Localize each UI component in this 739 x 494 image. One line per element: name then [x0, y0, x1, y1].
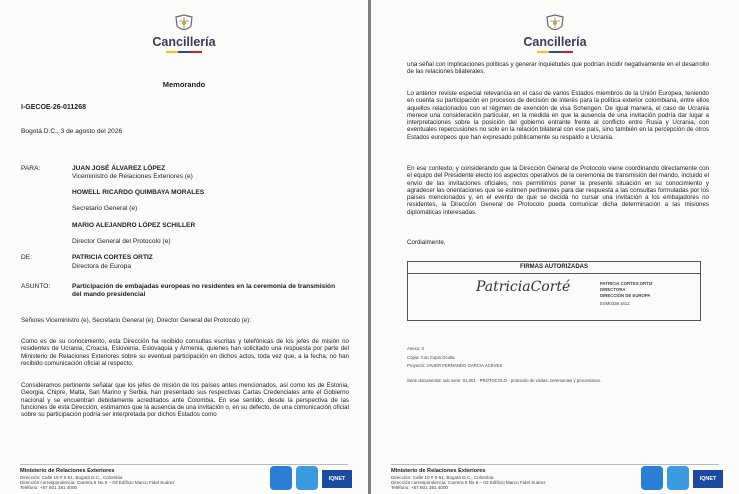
record-series-note: Serie documental: sub serie: 01.001 - PROTOCOLO - protocolo de visitas, ceremonias y procesiones.: [407, 378, 602, 383]
quality-seal-icon: [641, 466, 663, 490]
footer-address: Dirección: Calle 10 # 5-51, Bogotá D.C., Colombia: [20, 475, 123, 480]
footer-address: Dirección: Calle 10 # 5-51, Bogotá D.C., Colombia: [391, 475, 494, 480]
closing: Cordialmente,: [407, 239, 446, 246]
salutation: Señores Viceministro (e), Secretario General (e), Director General del Protocolo (e):: [21, 317, 251, 324]
footer-correspondence: Dirección correspondencia: Carrera 5 No 9 – 03 Edificio Marco Fidel Suárez: [20, 480, 175, 485]
footer-correspondence: Dirección correspondencia: Carrera 5 No 9 – 03 Edificio Marco Fidel Suárez: [391, 480, 546, 485]
footer-phone: Teléfono: +57 601 381 4000: [391, 485, 449, 490]
page-footer: [0, 464, 368, 494]
from-role: Directora de Europa: [72, 263, 132, 270]
signer-title: DIRECTORA: [600, 287, 626, 292]
page-footer: [371, 464, 739, 494]
subject-label: ASUNTO:: [21, 283, 51, 290]
quality-seal-icon: [270, 466, 292, 490]
authorized-signatures-box: [407, 261, 701, 321]
recipient-3-role: Director General del Protocolo (e): [72, 238, 171, 245]
recipient-1-name: JUAN JOSÉ ÁLVAREZ LÓPEZ: [72, 165, 166, 172]
body-paragraph-4: En ese contexto, y considerando que la Dirección General de Protocolo viene coordinando directamente con el equipo del Presidente electo los aspectos operativos de la ceremonia de transmisión del mando, incluido el envío de las invitaciones oficiales, nos permitimos poner la presente situación en su conocimiento y agradecer las orientaciones que se estimen pertinentes para dar respuesta a las consultas formuladas por los países mencionados y, en el evento de que se decida no cursar una invitación a los embajadores no residentes, la Dirección General de Protocolo pueda comunicar dicha determinación a las misiones diplomáticas interesadas.: [407, 165, 709, 216]
doc-type: Memorando: [162, 80, 206, 89]
continued-paragraph: una señal con implicaciones políticas y generar inquietudes que podrían incidir negativamente en el desarrollo de las relaciones bilaterales.: [407, 61, 709, 76]
brand-name: Cancillería: [523, 35, 587, 49]
flag-stripe: [129, 51, 239, 53]
body-paragraph-3: Lo anterior reviste especial relevancia en el caso de varios Estados miembros de la Unión Europea, teniendo en cuenta su participación en procesos de decisión de interés para la política exterior colombiana, entre ellos aquellos relacionados con el régimen de exención de visa Schengen. De igual manera, el caso de Ucrania merece una consideración particular, en la medida en que la ausencia de una invitación podría dar lugar a interpretaciones sobre la posición del gobierno entrante frente al conflicto entre Rusia y Ucrania, con eventuales repercusiones no solo en la relación bilateral con ese país, sino también en la percepción de otros Estados europeos que han expresado públicamente su respaldo a Ucrania.: [407, 90, 709, 141]
recipient-2-name: HOWELL RICARDO QUIMBAYA MORALES: [72, 189, 205, 196]
signer-name: PATRICIA CORTES ORTIZ: [600, 281, 653, 286]
brand-name: Cancillería: [152, 35, 216, 49]
recipient-1-role: Viceministro de Relaciones Exteriores (e): [72, 173, 193, 180]
footer-ministry: Ministerio de Relaciones Exteriores: [20, 468, 115, 474]
flag-stripe: [500, 51, 610, 53]
coat-of-arms-icon: [173, 14, 195, 34]
memo-reference: I-GECOE-26-011268: [21, 104, 86, 111]
recipient-2-role: Secretario General (e): [72, 205, 138, 212]
recipient-3-name: MARIO ALEJANDRO LÓPEZ SCHILLER: [72, 222, 196, 229]
cancilleria-logo: [500, 14, 610, 53]
annex-note: Anexo: 0: [407, 346, 424, 351]
from-name: PATRICIA CORTES ORTIZ: [72, 254, 153, 261]
firmas-title: FIRMAS AUTORIZADAS: [408, 262, 700, 274]
iqnet-badge: IQNET: [693, 470, 723, 488]
handwritten-signature: PatriciaCorté: [476, 279, 571, 295]
cancilleria-logo: [129, 14, 239, 53]
footer-ministry: Ministerio de Relaciones Exteriores: [391, 468, 486, 474]
from-label: DE:: [21, 254, 32, 261]
certification-seal-icon: [667, 466, 689, 490]
iqnet-badge: IQNET: [322, 470, 352, 488]
body-paragraph-1: Como es de su conocimiento, esta Dirección ha recibido consultas escritas y telefónicas de los jefes de misión no residentes de Ucrania, Croacia, Eslovenia, Eslovaquia y Armenia, quienes han solicitado una respuesta por parte del Ministerio de Relaciones Exteriores sobre su eventual participación en dichos actos, toda vez que, a la fecha, no han recibido comunicación oficial al respecto.: [21, 338, 349, 367]
signer-office: DIRECCIÓN DE EUROPA: [600, 293, 651, 298]
copy-note: Copia: Con Copia Oculta: [407, 355, 455, 360]
to-label: PARA:: [21, 165, 41, 172]
memo-date: Bogotá D.C., 3 de agosto del 2026: [21, 128, 123, 135]
prepared-by-note: Proyectó: JAVIER FERNANDO GARCIA ACEVES: [407, 363, 503, 368]
body-paragraph-2: Consideramos pertinente señalar que los jefes de misión de los países antes mencionados, así como los de Estonia, Georgia, Chipre, Malta, San Marino y Serbia, han presentado sus respectivas Cartas Credenciales ante el Gobierno nacional y se encuentran debidamente acreditados ante Colombia. En ese sentido, desde la perspectiva de las funciones de esta Dirección, estimamos que la ausencia de una invitación o, en su defecto, de una comunicación oficial sobre su participación podría ser interpretada por dichos Estados como: [21, 382, 349, 419]
signer-code: ESM0338 1612: [600, 301, 630, 306]
footer-phone: Teléfono: +57 601 381 4000: [20, 485, 78, 490]
certification-seal-icon: [296, 466, 318, 490]
memo-page-1: [0, 0, 368, 494]
coat-of-arms-icon: [544, 14, 566, 34]
memo-page-2: [371, 0, 739, 494]
subject-text: Participación de embajadas europeas no residentes en la ceremonia de transmisión del mando presidencial: [72, 283, 336, 298]
